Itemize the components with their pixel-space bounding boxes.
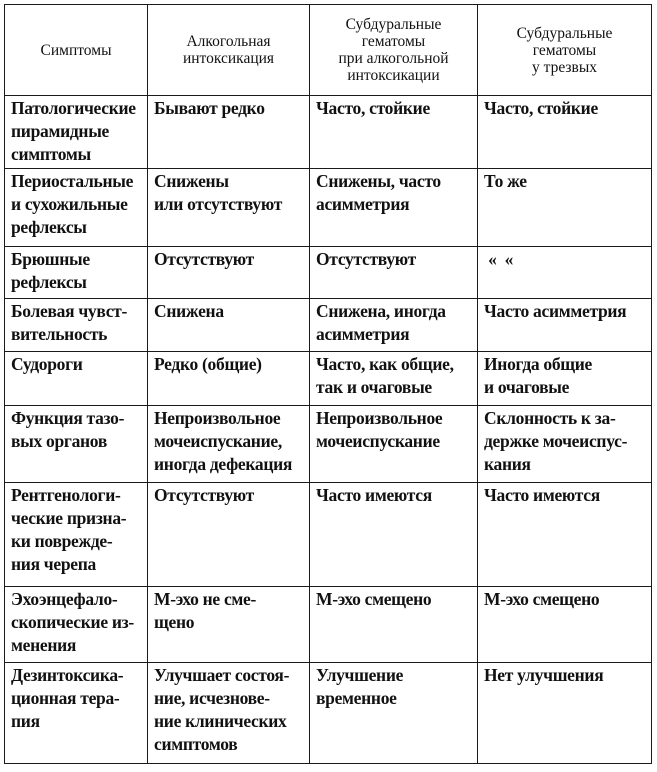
header-alcohol-intoxication: Алкогольная интоксикация <box>148 5 310 96</box>
cell-sdh-sober: Склонность к за- держке мочеиспус- кания <box>478 406 652 483</box>
cell-sdh-sober: М-эхо смещено <box>478 587 652 663</box>
cell-sdh-alcohol: Непроизвольное мочеиспускание <box>310 406 478 483</box>
cell-sdh-alcohol: Отсутствуют <box>310 247 478 299</box>
header-symptoms: Симптомы <box>5 5 148 96</box>
header-sdh-sober: Субдуральные гематомы у трезвых <box>478 5 652 96</box>
cell-symptom: Периостальные и сухожильные рефлексы <box>5 169 148 247</box>
cell-sdh-alcohol: Снижены, часто асимметрия <box>310 169 478 247</box>
cell-sdh-alcohol: Часто имеются <box>310 483 478 587</box>
cell-sdh-sober: Часто имеются <box>478 483 652 587</box>
table-row <box>5 352 652 406</box>
cell-sdh-sober: То же <box>478 169 652 247</box>
cell-sdh-sober: Часто, стойкие <box>478 96 652 169</box>
cell-alcohol: М-эхо не сме- щено <box>148 587 310 663</box>
cell-alcohol: Бывают редко <box>148 96 310 169</box>
table-row <box>5 663 652 764</box>
comparison-table <box>4 4 652 764</box>
header-sdh-alcohol: Субдуральные гематомы при алкогольной интоксикации <box>310 5 478 96</box>
cell-symptom: Патологические пирамидные симптомы <box>5 96 148 169</box>
table-row <box>5 406 652 483</box>
table-row <box>5 587 652 663</box>
cell-symptom: Дезинтоксика- ционная тера- пия <box>5 663 148 764</box>
cell-sdh-alcohol: М-эхо смещено <box>310 587 478 663</box>
cell-alcohol: Отсутствуют <box>148 247 310 299</box>
table-row <box>5 483 652 587</box>
cell-symptom: Рентгенологи- ческие призна- ки поврежде- ния черепа <box>5 483 148 587</box>
cell-alcohol: Непроизвольное мочеиспускание, иногда дефекация <box>148 406 310 483</box>
table-row <box>5 247 652 299</box>
cell-sdh-alcohol: Часто, стойкие <box>310 96 478 169</box>
header-row <box>5 5 652 96</box>
cell-sdh-sober: Иногда общие и очаговые <box>478 352 652 406</box>
cell-sdh-sober: Нет улучшения <box>478 663 652 764</box>
cell-sdh-sober: « « <box>478 247 652 299</box>
cell-sdh-alcohol: Снижена, иногда асимметрия <box>310 299 478 352</box>
cell-sdh-alcohol: Улучшение временное <box>310 663 478 764</box>
cell-symptom: Эхоэнцефало- скопические из- менения <box>5 587 148 663</box>
cell-symptom: Брюшные рефлексы <box>5 247 148 299</box>
cell-alcohol: Снижены или отсутствуют <box>148 169 310 247</box>
cell-alcohol: Улучшает состоя- ние, исчезнове- ние клинических симптомов <box>148 663 310 764</box>
cell-sdh-sober: Часто асимметрия <box>478 299 652 352</box>
cell-alcohol: Снижена <box>148 299 310 352</box>
cell-alcohol: Отсутствуют <box>148 483 310 587</box>
cell-symptom: Болевая чувст- вительность <box>5 299 148 352</box>
cell-alcohol: Редко (общие) <box>148 352 310 406</box>
cell-sdh-alcohol: Часто, как общие, так и очаговые <box>310 352 478 406</box>
cell-symptom: Судороги <box>5 352 148 406</box>
table-row <box>5 96 652 169</box>
cell-symptom: Функция тазо- вых органов <box>5 406 148 483</box>
table-row <box>5 169 652 247</box>
table-row <box>5 299 652 352</box>
